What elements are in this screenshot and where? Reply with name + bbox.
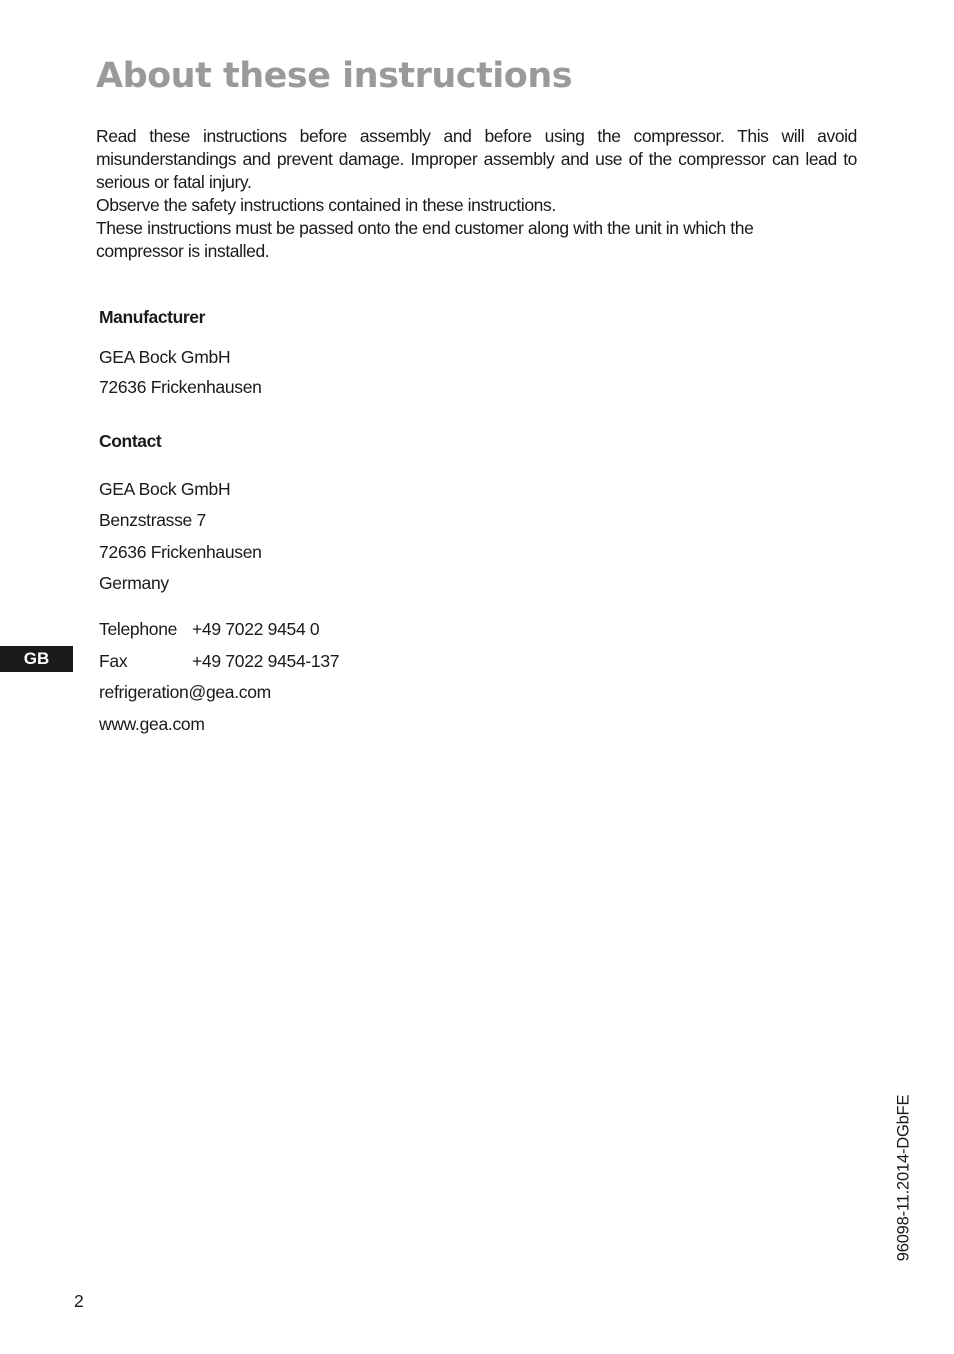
intro-paragraph-handover <box>96 217 857 263</box>
contact-city: 72636 Frickenhausen <box>99 542 262 562</box>
email-link[interactable]: refrigeration@gea.com <box>99 682 271 702</box>
intro-paragraph-handover-line-2: compressor is installed. <box>96 241 270 261</box>
contact-heading: Contact <box>99 431 162 451</box>
contact-country: Germany <box>99 573 169 593</box>
intro-paragraph-assembly-warning: Read these instructions before assembly and before using the compressor. This will avoid misunderstandings and prevent damage. Improper assembly and use of the compressor can lead to serious or fatal injury. <box>96 126 857 192</box>
page-title: About these instructions <box>96 56 573 96</box>
manufacturer-company: GEA Bock GmbH <box>99 347 231 367</box>
fax-value: +49 7022 9454-137 <box>192 651 340 671</box>
intro-paragraph-safety: Observe the safety instructions contained in these instructions. <box>96 195 556 215</box>
intro-text <box>96 125 857 263</box>
manufacturer-city: 72636 Frickenhausen <box>99 377 262 397</box>
telephone-label: Telephone <box>99 619 178 639</box>
page-number: 2 <box>74 1291 84 1311</box>
manufacturer-heading: Manufacturer <box>99 307 206 327</box>
fax-row <box>99 650 339 672</box>
contact-company: GEA Bock GmbH <box>99 479 231 499</box>
website-link[interactable]: www.gea.com <box>99 714 205 734</box>
contact-street: Benzstrasse 7 <box>99 510 206 530</box>
telephone-value: +49 7022 9454 0 <box>192 619 320 639</box>
intro-paragraph-handover-line-1: These instructions must be passed onto the end customer along with the unit in which the <box>96 218 754 238</box>
document-code: 96098-11.2014-DGbFE <box>894 1094 913 1262</box>
telephone-row <box>99 618 319 640</box>
language-tab: GB <box>0 646 73 672</box>
fax-label: Fax <box>99 651 128 671</box>
